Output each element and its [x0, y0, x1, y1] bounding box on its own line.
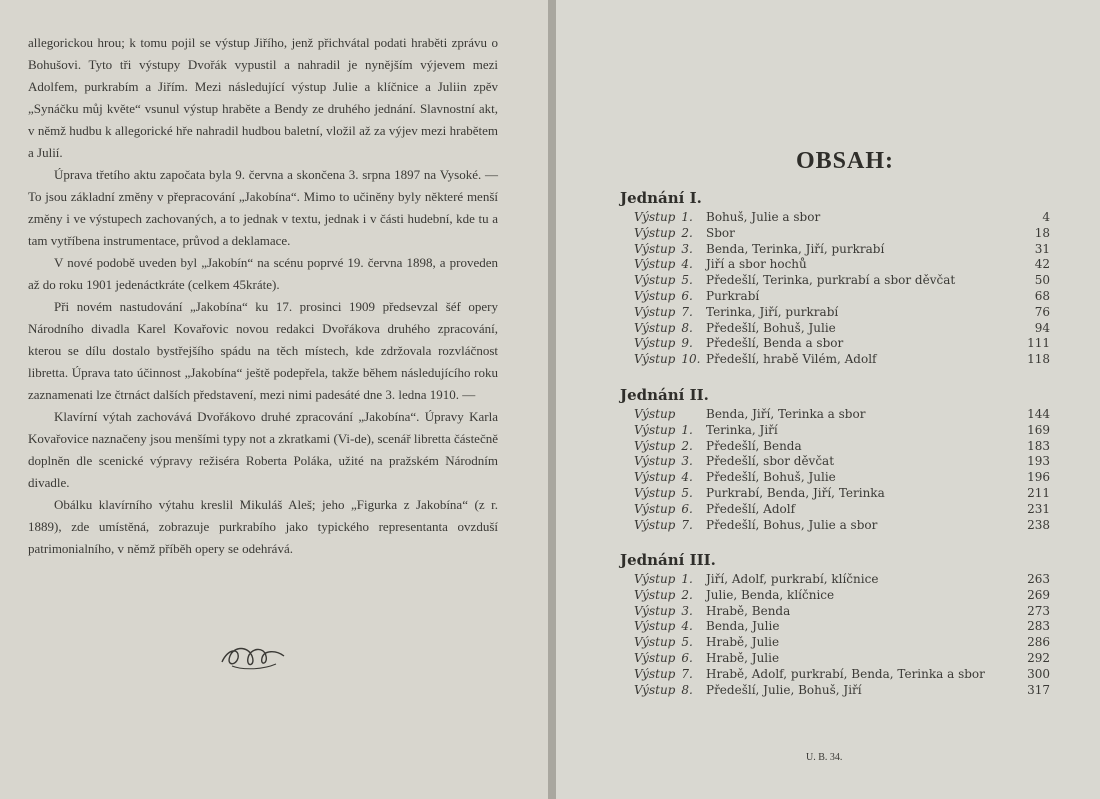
- scene-word: Výstup: [634, 572, 676, 586]
- scene-label: [620, 619, 706, 635]
- scene-label: [620, 635, 706, 651]
- scene-word: Výstup: [634, 501, 676, 516]
- scene-number: 4.: [681, 470, 693, 485]
- paragraph-4: Při novém nastudování „Jakobína“ ku 17. prosinci 1909 předsevzal šéf opery Národního divadla Karel Kovařovic novou redakci Dvořákova druhého zpracování, kterou se dílu dostalo bystřejšího spádu na těch místech, kde zdržovala rozvláčnost libretta. Úprava tato účinnost „Jakobína“ ještě podepřela, takže během následujícího roku zaznamenati lze čtrnáct dalších představení, mezi nimi padesáté dne 3. ledna 1910. —: [28, 299, 498, 402]
- toc-row: [620, 683, 1050, 699]
- scene-characters: Hrabě, Benda: [706, 603, 791, 618]
- scene-characters: Jiří, Adolf, purkrabí, klíčnice: [706, 572, 879, 586]
- scene-label: [620, 273, 706, 289]
- scene-page-number: 263: [1027, 572, 1050, 586]
- scene-page-number: 196: [1027, 470, 1050, 485]
- scene-number: 6.: [681, 650, 693, 665]
- act-title: Jednání III.: [620, 551, 716, 569]
- scene-number: 10.: [681, 352, 701, 367]
- scene-number: 2.: [681, 438, 693, 453]
- toc-row: [620, 273, 1050, 289]
- toc-row: [620, 604, 1050, 620]
- scene-page-number: 118: [1027, 352, 1050, 367]
- act-2: [620, 385, 1050, 533]
- scene-number: 7.: [681, 666, 693, 681]
- scene-number: 4.: [681, 257, 693, 272]
- scene-word: Výstup: [634, 352, 676, 367]
- scene-number: 8.: [681, 320, 693, 335]
- scene-number: 3.: [681, 603, 693, 618]
- toc-row: [620, 486, 1050, 502]
- scene-label: [620, 352, 706, 368]
- paragraph-2: Úprava třetího aktu započata byla 9. června a skončena 3. srpna 1897 na Vysoké. — To jsou základní změny v přepracování „Jakobína“. Mimo to učiněny byly některé menší změny i ve výstupech zachovaných, a to jednak v textu, jednak i v části hudební, kde tu a tam vytříbena instrumentace, průvod a deklamace.: [28, 167, 498, 248]
- toc-row: [620, 470, 1050, 486]
- scene-label: [620, 470, 706, 486]
- scene-word: Výstup: [634, 682, 676, 697]
- act-title: Jednání I.: [620, 189, 702, 207]
- scene-word: Výstup: [634, 320, 676, 335]
- scene-word: Výstup: [634, 438, 676, 453]
- scene-label: [620, 321, 706, 337]
- toc-row: [620, 407, 1050, 423]
- scene-label: [620, 651, 706, 667]
- toc-row: [620, 257, 1050, 273]
- toc-row: [620, 518, 1050, 534]
- scene-number: 2.: [681, 225, 693, 240]
- scene-characters: Terinka, Jiří, purkrabí: [706, 304, 839, 319]
- scene-characters: Hrabě, Adolf, purkrabí, Benda, Terinka a sbor: [706, 666, 985, 681]
- scene-word: Výstup: [634, 470, 676, 485]
- scene-label: [620, 423, 706, 439]
- toc-row: [620, 242, 1050, 258]
- toc-row: [620, 423, 1050, 439]
- toc-row: [620, 454, 1050, 470]
- scene-page-number: 68: [1034, 288, 1050, 303]
- scene-label: [620, 257, 706, 273]
- toc-row: [620, 210, 1050, 226]
- scene-page-number: 111: [1027, 336, 1050, 351]
- ornament-flourish-icon: [218, 642, 288, 672]
- scene-page-number: 273: [1027, 603, 1050, 618]
- scene-characters: Benda, Julie: [706, 619, 780, 634]
- scene-page-number: 42: [1034, 257, 1050, 272]
- scene-label: [620, 604, 706, 620]
- scene-label: [620, 667, 706, 683]
- scene-characters: Purkrabí: [706, 288, 760, 303]
- scene-label: [620, 588, 706, 604]
- scene-characters: Předešlí, Benda: [706, 438, 802, 453]
- scene-number: 1.: [681, 572, 693, 586]
- scene-label: [620, 289, 706, 305]
- scene-characters: Předešlí, sbor děvčat: [706, 454, 835, 469]
- scene-page-number: 169: [1027, 422, 1050, 437]
- scene-number: 2.: [681, 587, 693, 602]
- scene-label: [620, 407, 706, 423]
- scene-characters: Jiří a sbor hochů: [706, 257, 807, 272]
- scene-label: [620, 502, 706, 518]
- scene-word: Výstup: [634, 257, 676, 272]
- scene-word: Výstup: [634, 635, 676, 650]
- scene-word: Výstup: [634, 407, 676, 421]
- scene-word: Výstup: [634, 336, 676, 351]
- scene-page-number: 238: [1027, 517, 1050, 532]
- scene-number: 7.: [681, 304, 693, 319]
- scene-number: 9.: [681, 336, 693, 351]
- toc-row: [620, 352, 1050, 368]
- scene-word: Výstup: [634, 603, 676, 618]
- scene-number: 8.: [681, 682, 693, 697]
- toc-row: [620, 667, 1050, 683]
- scene-characters: Hrabě, Julie: [706, 635, 780, 650]
- scene-page-number: 31: [1034, 241, 1050, 256]
- scene-label: [620, 336, 706, 352]
- toc-row: [620, 572, 1050, 588]
- toc-row: [620, 305, 1050, 321]
- scene-characters: Hrabě, Julie: [706, 650, 780, 665]
- toc-row: [620, 321, 1050, 337]
- scene-page-number: 144: [1027, 407, 1050, 421]
- scene-word: Výstup: [634, 304, 676, 319]
- scene-page-number: 193: [1027, 454, 1050, 469]
- scene-page-number: 231: [1027, 501, 1050, 516]
- scene-characters: Předešlí, Bohuš, Julie: [706, 470, 836, 485]
- act-3: [620, 550, 1050, 698]
- scene-page-number: 286: [1027, 635, 1050, 650]
- scene-label: [620, 683, 706, 699]
- scene-page-number: 76: [1034, 304, 1050, 319]
- scene-characters: Julie, Benda, klíčnice: [706, 587, 835, 602]
- toc-row: [620, 502, 1050, 518]
- scene-characters: Bohuš, Julie a sbor: [706, 210, 821, 224]
- scene-label: [620, 454, 706, 470]
- scene-characters: Terinka, Jiří: [706, 422, 778, 437]
- scene-word: Výstup: [634, 587, 676, 602]
- scene-number: 4.: [681, 619, 693, 634]
- scene-label: [620, 226, 706, 242]
- scene-page-number: 183: [1027, 438, 1050, 453]
- scene-number: 5.: [681, 635, 693, 650]
- scene-number: 6.: [681, 288, 693, 303]
- scene-page-number: 317: [1027, 682, 1050, 697]
- paragraph-6: Obálku klavírního výtahu kreslil Mikuláš Aleš; jeho „Figurka z Jakobína“ (z r. 1889), zde umístěná, zobrazuje purkrabího jako typického representanta ovzduší patrimonialního, v němž příběh opery se odehrává.: [28, 497, 498, 556]
- scene-label: [620, 210, 706, 226]
- scene-number: 1.: [681, 422, 693, 437]
- scene-page-number: 94: [1034, 320, 1050, 335]
- paragraph-5: Klavírní výtah zachovává Dvořákovo druhé zpracování „Jakobína“. Úpravy Karla Kovařovice naznačeny jsou menšími typy not a zkratkami (Vi-de), scenář libretta částečně doplněn dle scenické výpravy režiséra Roberta Poláka, užité na pražském Národním divadle.: [28, 409, 498, 490]
- scene-number: 6.: [681, 501, 693, 516]
- scene-characters: Předešlí, Adolf: [706, 501, 796, 516]
- scene-number: 3.: [681, 454, 693, 469]
- scene-number: 1.: [681, 210, 693, 224]
- act-3-scenes: [620, 572, 1050, 698]
- scene-word: Výstup: [634, 273, 676, 288]
- toc-title: OBSAH:: [796, 148, 895, 174]
- toc-row: [620, 439, 1050, 455]
- scene-word: Výstup: [634, 650, 676, 665]
- scene-label: [620, 305, 706, 321]
- scene-number: 7.: [681, 517, 693, 532]
- scene-page-number: 292: [1027, 650, 1050, 665]
- scene-characters: Benda, Jiří, Terinka a sbor: [706, 407, 866, 421]
- left-page-text: [28, 32, 498, 560]
- scene-number: 5.: [681, 485, 693, 500]
- scene-word: Výstup: [634, 454, 676, 469]
- act-1-scenes: [620, 210, 1050, 368]
- scene-word: Výstup: [634, 517, 676, 532]
- toc-row: [620, 336, 1050, 352]
- scene-label: [620, 486, 706, 502]
- toc-row: [620, 651, 1050, 667]
- scene-label: [620, 572, 706, 588]
- scene-page-number: 4: [1042, 210, 1050, 224]
- scene-page-number: 211: [1027, 485, 1050, 500]
- scene-characters: Předešlí, Benda a sbor: [706, 336, 844, 351]
- scene-word: Výstup: [634, 619, 676, 634]
- paragraph-1: allegorickou hrou; k tomu pojil se výstup Jiřího, jenž přichvátal podati hraběti zprávu o Bohušovi. Tyto tři výstupy Dvořák vypustil a nahradil je nynějším výjevem mezi Adolfem, purkrabím a Jiřím. Mezi následující výstup Julie a klíčnice a Juliin zpěv „Synáčku můj květe“ vsunul výstup hraběte a Bendy ze druhého jednání. Slavnostní akt, v němž hudbu k allegorické hře nahradil hudbou baletní, vložil až za výjev mezi hrabětem a Julií.: [28, 35, 498, 160]
- scene-characters: Purkrabí, Benda, Jiří, Terinka: [706, 485, 885, 500]
- toc-row: [620, 619, 1050, 635]
- scene-characters: Sbor: [706, 225, 735, 240]
- toc-row: [620, 635, 1050, 651]
- act-1: [620, 188, 1050, 368]
- scene-word: Výstup: [634, 422, 676, 437]
- scene-word: Výstup: [634, 241, 676, 256]
- scene-characters: Předešlí, hrabě Vilém, Adolf: [706, 352, 877, 367]
- scene-label: [620, 518, 706, 534]
- act-title: Jednání II.: [620, 386, 709, 404]
- scene-number: 5.: [681, 273, 693, 288]
- paragraph-3: V nové podobě uveden byl „Jakobín“ na scénu poprvé 19. června 1898, a proveden až do roku 1901 jedenáctkráte (celkem 45kráte).: [28, 255, 498, 292]
- scene-word: Výstup: [634, 225, 676, 240]
- scene-characters: Předešlí, Julie, Bohuš, Jiří: [706, 682, 862, 697]
- scene-page-number: 50: [1034, 273, 1050, 288]
- page-footer-signature: U. B. 34.: [806, 752, 843, 763]
- scene-page-number: 300: [1027, 666, 1050, 681]
- toc-row: [620, 289, 1050, 305]
- scene-word: Výstup: [634, 666, 676, 681]
- act-2-scenes: [620, 407, 1050, 533]
- scene-characters: Benda, Terinka, Jiří, purkrabí: [706, 241, 885, 256]
- scene-word: Výstup: [634, 210, 676, 224]
- toc-row: [620, 588, 1050, 604]
- scene-characters: Předešlí, Bohus, Julie a sbor: [706, 517, 878, 532]
- scene-label: [620, 439, 706, 455]
- scene-label: [620, 242, 706, 258]
- scene-word: Výstup: [634, 288, 676, 303]
- scene-word: Výstup: [634, 485, 676, 500]
- scene-page-number: 18: [1034, 225, 1050, 240]
- toc-row: [620, 226, 1050, 242]
- scene-characters: Předešlí, Terinka, purkrabí a sbor děvčat: [706, 273, 956, 288]
- scene-page-number: 269: [1027, 587, 1050, 602]
- scene-page-number: 283: [1027, 619, 1050, 634]
- scene-characters: Předešlí, Bohuš, Julie: [706, 320, 836, 335]
- scene-number: 3.: [681, 241, 693, 256]
